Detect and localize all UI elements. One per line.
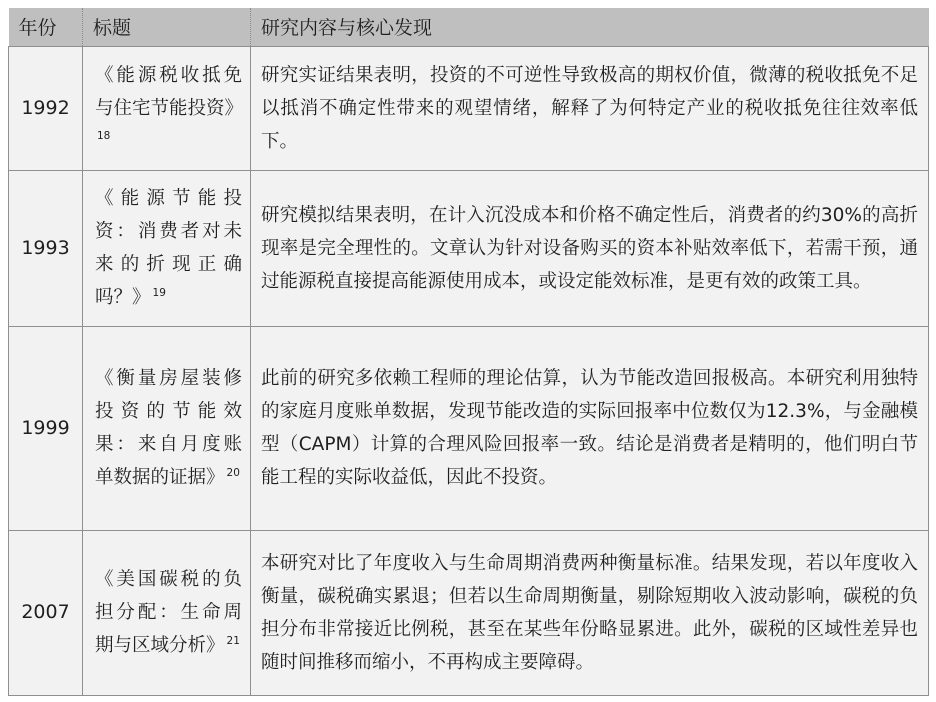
table-header-row (9, 8, 929, 46)
footnote-ref: 19 (152, 286, 166, 299)
row-content: 本研究对比了年度收入与生命周期消费两种衡量标准。结果发现，若以年度收入衡量，碳税确实累退；但若以生命周期衡量，剔除短期收入波动影响，碳税的负担分布非常接近比例税，甚至在某些年份略显累进。此外，碳税的区域性差异也随时间推移而缩小，不再构成主要障碍。 (251, 530, 929, 695)
header-title: 标题 (83, 8, 251, 46)
row-title: 《能源税收抵免与住宅节能投资》 (95, 64, 244, 119)
header-year: 年份 (9, 8, 83, 46)
row-title: 《衡量房屋装修投资的节能效果：来自月度账单数据的证据》 (95, 368, 242, 488)
research-table-container (8, 8, 928, 696)
row-content: 此前的研究多依赖工程师的理论估算，认为节能改造回报极高。本研究利用独特的家庭月度账单数据，发现节能改造的实际回报率中位数仅为12.3%，与金融模型（CAPM）计算的合理风险回报率一致。结论是消费者是精明的，他们明白节能工程的实际收益低，因此不投资。 (251, 326, 929, 530)
header-content: 研究内容与核心发现 (251, 8, 929, 46)
row-year: 2007 (9, 530, 83, 695)
footnote-ref: 20 (226, 466, 240, 479)
row-year: 1999 (9, 326, 83, 530)
row-year: 1992 (9, 46, 83, 170)
row-title-cell (83, 170, 251, 326)
row-title-cell (83, 326, 251, 530)
row-content: 研究实证结果表明，投资的不可逆性导致极高的期权价值，微薄的税收抵免不足以抵消不确定性带来的观望情绪，解释了为何特定产业的税收抵免往往效率低下。 (251, 46, 929, 170)
footnote-ref: 18 (97, 130, 111, 143)
row-title-cell (83, 530, 251, 695)
table-row (9, 326, 929, 530)
row-content: 研究模拟结果表明，在计入沉没成本和价格不确定性后，消费者的约30%的高折现率是完全理性的。文章认为针对设备购买的资本补贴效率低下，若需干预，通过能源税直接提高能源使用成本，或设定能效标准，是更有效的政策工具。 (251, 170, 929, 326)
footnote-ref: 21 (226, 634, 240, 647)
row-year: 1993 (9, 170, 83, 326)
row-title: 《美国碳税的负担分配：生命周期与区域分析》 (95, 569, 242, 656)
table-row (9, 170, 929, 326)
row-title-cell (83, 46, 251, 170)
table-row (9, 530, 929, 695)
research-table (8, 8, 929, 696)
table-row (9, 46, 929, 170)
row-title: 《能源节能投资：消费者对未来的折现正确吗？》 (95, 188, 242, 308)
